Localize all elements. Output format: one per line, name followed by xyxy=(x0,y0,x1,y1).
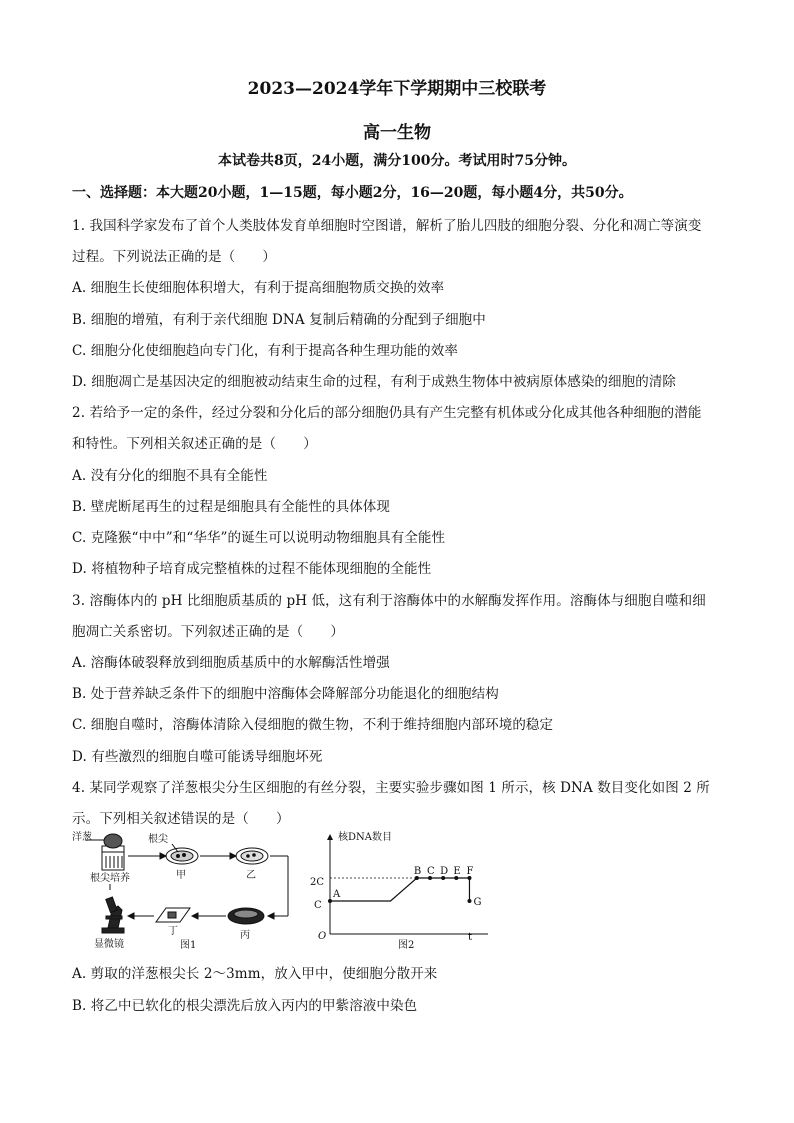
q3-stem-line2: 胞凋亡关系密切。下列叙述正确的是（ ） xyxy=(72,624,344,640)
q3-option-d: D. 有些激烈的细胞自噬可能诱导细胞坏死 xyxy=(72,749,323,765)
q4-option-a: A. 剪取的洋葱根尖长 2～3mm，放入甲中，使细胞分散开来 xyxy=(72,966,438,982)
chart-ytick-2c: 2C xyxy=(310,877,325,888)
figure2-chart xyxy=(327,834,488,934)
q3-option-c: C. 细胞自噬时，溶酶体清除入侵细胞的微生物，不利于维持细胞内部环境的稳定 xyxy=(72,717,554,733)
q1-stem-line2: 过程。下列说法正确的是（ ） xyxy=(72,249,276,265)
label-jia: 甲 xyxy=(176,870,186,881)
q2-option-b: B. 壁虎断尾再生的过程是细胞具有全能性的具体体现 xyxy=(72,499,391,515)
q4-figures xyxy=(68,826,488,956)
subject-title: 高一生物 xyxy=(363,123,431,143)
q1-option-d: D. 细胞凋亡是基因决定的细胞被动结束生命的过程，有利于成熟生物体中被病原体感染的细胞的清除 xyxy=(72,374,677,390)
onion-beaker-icon xyxy=(102,834,124,870)
label-bing: 丙 xyxy=(240,930,250,941)
q1-option-b: B. 细胞的增殖，有利于亲代细胞 DNA 复制后精确的分配到子细胞中 xyxy=(72,312,486,328)
q2-option-c: C. 克隆猴“中中”和“华华”的诞生可以说明动物细胞具有全能性 xyxy=(72,530,446,546)
microscope-icon xyxy=(102,897,124,933)
q4-option-b: B. 将乙中已软化的根尖漂洗后放入丙内的甲紫溶液中染色 xyxy=(72,998,418,1014)
chart-point-label-g: G xyxy=(473,897,482,908)
label-yi: 乙 xyxy=(246,870,256,881)
figure2-caption: 图2 xyxy=(398,940,415,951)
chart-point-label-a: A xyxy=(333,889,341,900)
label-ding: 丁 xyxy=(168,926,178,937)
section-heading: 一、选择题：本大题20小题，1—15题，每小题2分，16—20题，每小题4分，共50分。 xyxy=(72,185,633,201)
exam-title: 2023—2024学年下学期期中三校联考 xyxy=(247,79,547,99)
q1-option-c: C. 细胞分化使细胞趋向专门化，有利于提高各种生理功能的效率 xyxy=(72,343,458,359)
q3-option-a: A. 溶酶体破裂释放到细胞质基质中的水解酶活性增强 xyxy=(72,655,390,671)
q1-option-a: A. 细胞生长使细胞体积增大，有利于提高细胞物质交换的效率 xyxy=(72,280,445,296)
chart-point-label-f: F xyxy=(466,866,474,877)
chart-origin: O xyxy=(318,931,327,942)
chart-xlabel: t xyxy=(468,932,473,943)
chart-point-label-d: D xyxy=(440,866,449,877)
exam-info: 本试卷共8页，24小题，满分100分。考试用时75分钟。 xyxy=(218,153,576,169)
q2-option-a: A. 没有分化的细胞不具有全能性 xyxy=(72,468,268,484)
chart-point-a xyxy=(328,899,332,903)
q4-stem-line1: 4. 某同学观察了洋葱根尖分生区细胞的有丝分裂，主要实验步骤如图 1 所示，核 DNA 数目变化如图 2 所 xyxy=(72,780,710,796)
q4-stem-line2: 示。下列相关叙述错误的是（ ） xyxy=(72,811,290,827)
q3-option-b: B. 处于营养缺乏条件下的细胞中溶酶体会降解部分功能退化的细胞结构 xyxy=(72,686,499,702)
q2-stem-line2: 和特性。下列相关叙述正确的是（ ） xyxy=(72,436,317,452)
arrow-head-icon xyxy=(128,913,134,919)
chart-y-axis-arrow xyxy=(327,834,333,840)
arrow-head-icon xyxy=(230,853,236,859)
arrow-head-icon xyxy=(268,913,274,919)
figure1-caption: 图1 xyxy=(180,940,197,951)
arrow-head-icon xyxy=(192,913,198,919)
chart-point-label-b: B xyxy=(413,866,422,877)
q3-stem-line1: 3. 溶酶体内的 pH 比细胞质基质的 pH 低，这有利于溶酶体中的水解酶发挥作用。溶酶体与细胞自噬和细 xyxy=(72,593,706,609)
chart-point-label-c: C xyxy=(427,866,435,877)
chart-ylabel: 核DNA数目 xyxy=(338,832,392,843)
q2-option-d: D. 将植物种子培育成完整植株的过程不能体现细胞的全能性 xyxy=(72,561,432,577)
arrow-head-icon xyxy=(160,853,166,859)
label-root-culture: 根尖培养 xyxy=(90,873,130,884)
label-microscope: 显微镜 xyxy=(94,939,124,950)
q2-stem-line1: 2. 若给予一定的条件，经过分裂和分化后的部分细胞仍具有产生完整有机体或分化成其他各种细胞的潜能 xyxy=(72,405,702,421)
label-onion: 洋葱 xyxy=(72,832,92,843)
label-root-tip: 根尖 xyxy=(148,834,168,845)
chart-ytick-c: C xyxy=(314,900,322,911)
chart-point-g xyxy=(467,899,471,903)
chart-point-label-e: E xyxy=(453,866,461,877)
chart-series-line xyxy=(330,878,469,901)
q1-stem-line1: 1. 我国科学家发布了首个人类肢体发育单细胞时空图谱，解析了胎儿四肢的细胞分裂、分化和凋亡等演变 xyxy=(72,218,702,234)
